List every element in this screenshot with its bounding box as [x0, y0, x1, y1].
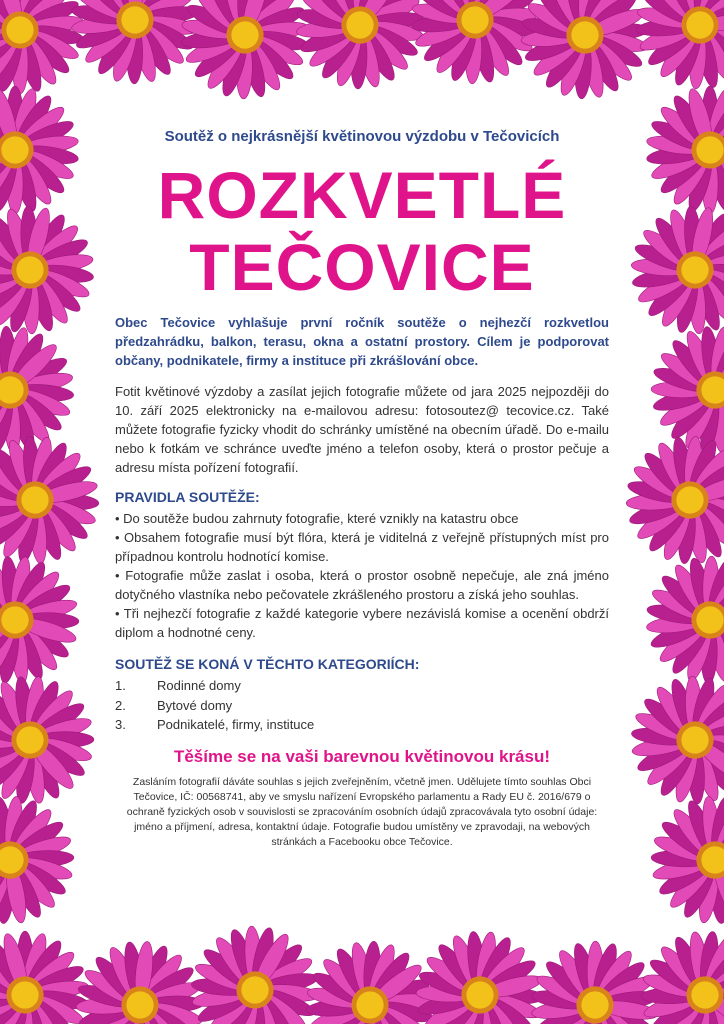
categories-heading: SOUTĚŽ SE KONÁ V TĚCHTO KATEGORIÍCH: [115, 656, 420, 672]
daisy-flower [623, 432, 724, 567]
rules-list [115, 509, 609, 642]
rule-item: • Fotografie může zaslat i osoba, která o prostor osobně nepečuje, ale zná jméno dotyčného vlastníka nebo pečovatele zkrášleného prostoru a získá jeho souhlas. [115, 568, 609, 602]
daisy-flower [0, 0, 84, 94]
daisy-flower [0, 86, 79, 214]
intro-paragraph: Obec Tečovice vyhlašuje první ročník soutěže o nejhezčí rozkvetlou předzahrádku, balkon, terasu, okna a ostatní prostory. Cílem je podporovat občany, podnikatele, firmy a instituce při zkrášlování obce. [115, 315, 609, 368]
daisy-flower [55, 0, 215, 100]
title-line-1: ROZKVETLÉ [157, 158, 567, 232]
rules-heading: PRAVIDLA SOUTĚŽE: [115, 489, 260, 505]
consent-text: Zasláním fotografií dáváte souhlas s jejich zveřejněním, včetně jmen. Udělujete tímto souhlas Obci Tečovice, IČ: 00568741, aby ve smyslu nařízení Evropského parlamentu a Rady EU č. 2016/679 o ochraně fyzických osob v souvislosti se zpracováním osobních údajů zpracovávala tyto osobní údaje: jméno a příjmení, adresa, kontaktní údaje. Fotografie budou umístěny ve zpravodaji, na webových stránkách a Facebooku obce Tečovice. [126, 775, 598, 848]
daisy-flower [646, 86, 724, 214]
title-line-2: TEČOVICE [189, 230, 535, 304]
closing-line: Těšíme se na vaši barevnou květinovou krásu! [173, 746, 551, 766]
categories-list [115, 676, 609, 735]
daisy-flower [0, 790, 81, 930]
rule-item: • Obsahem fotografie musí být flóra, která je viditelná z veřejně přístupných míst pro případnou kontrolu hodnotící komise. [115, 530, 609, 564]
page-title [115, 159, 609, 303]
daisy-flower [414, 928, 546, 1024]
instructions-paragraph: Fotit květinové výzdoby a zasílat jejich fotografie můžete od jara 2025 nejpozději do 10. září 2025 elektronicky na e-mailovou adresu: fotosoutez@ tecovice.cz. Také můžete fotografie fyzicky vhodit do schránky umístěné na obecním úřadě. Do e-mailu nebo k fotkám ve schránce uveďte jméno a telefon osoby, která o prostor pečuje a adresu místa pořízení fotografií. [115, 384, 609, 475]
category-item: 3. Podnikatelé, firmy, instituce [115, 717, 315, 732]
rule-item: • Tři nejhezčí fotografie z každé kategorie vybere nezávislá komise a ocenění obdrží diplom a hodnotné ceny. [115, 606, 609, 640]
daisy-flower [516, 0, 654, 105]
flyer-content [115, 118, 609, 850]
daisy-flower [644, 790, 724, 930]
category-item: 2. Bytové domy [115, 697, 233, 713]
subtitle: Soutěž o nejkrásnější květinovou výzdobu v Tečovicích [164, 128, 560, 145]
rule-item: • Do soutěže budou zahrnuty fotografie, které vznikly na katastru obce [115, 511, 519, 526]
category-item: 1. Rodinné domy [115, 678, 241, 693]
daisy-flower [0, 931, 89, 1024]
daisy-flower [0, 432, 102, 567]
